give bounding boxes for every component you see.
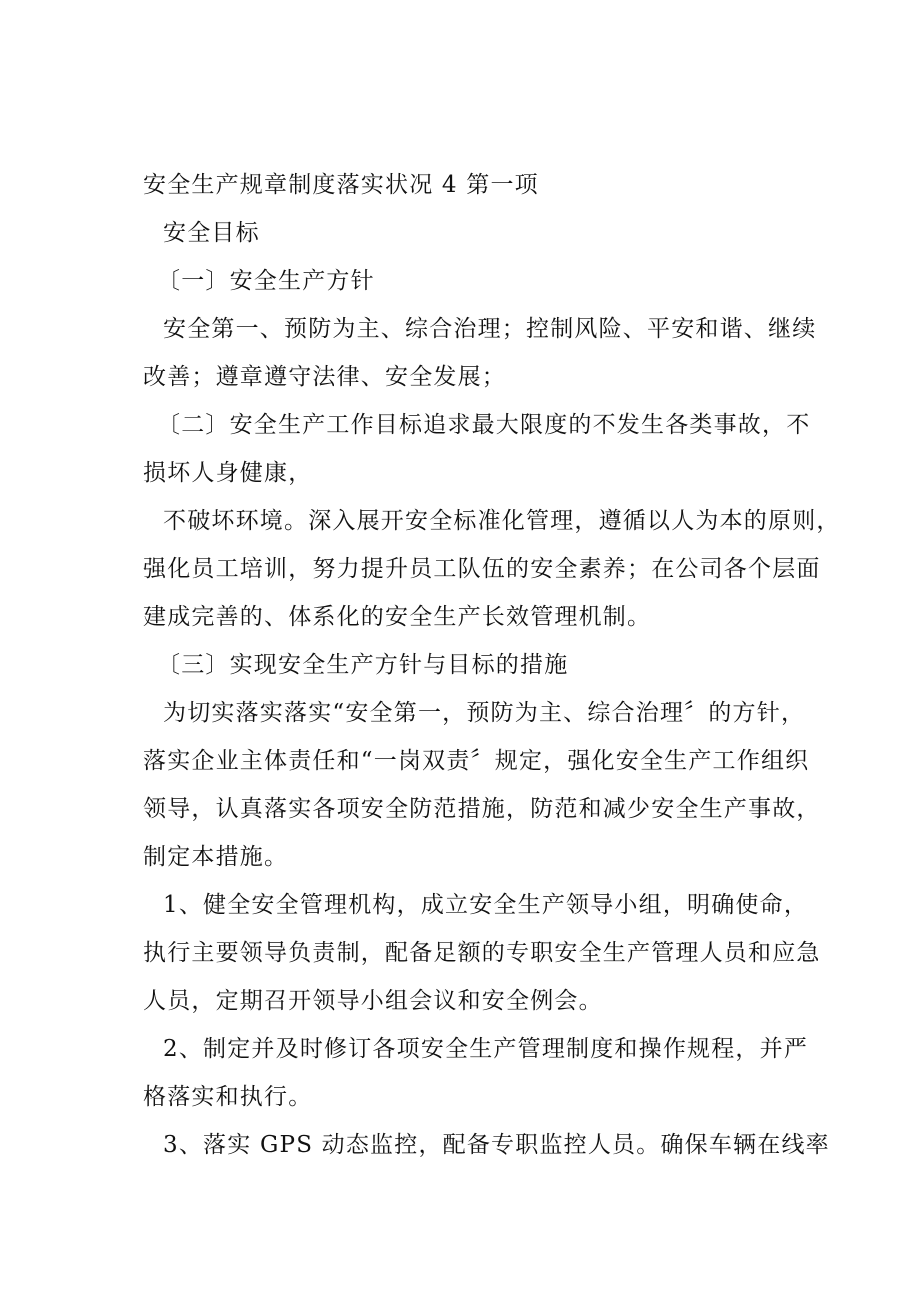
text-line: 建成完善的、体系化的安全生产长效管理机制。: [143, 604, 652, 630]
text-line: 领导，认真落实各项安全防范措施，防范和减少安全生产事故，: [143, 796, 821, 822]
document-title: 安全生产规章制度落实状况 4 第一项: [143, 172, 539, 198]
text-line: 安全第一、预防为主、综合治理；控制风险、平安和谐、继续: [163, 316, 817, 342]
list-item-text: 3、落实 GPS 动态监控，配备专职监控人员。确保车辆在线率: [163, 1132, 830, 1158]
text-line: 强化员工培训，努力提升员工队伍的安全素养；在公司各个层面: [143, 556, 821, 582]
subsection-heading: 〔三〕实现安全生产方针与目标的措施: [157, 652, 569, 678]
text-line: 格落实和执行。: [143, 1084, 313, 1110]
text-line: 制定本措施。: [143, 844, 289, 870]
text-line: 改善；遵章遵守法律、安全发展；: [143, 364, 506, 390]
text-line: 落实企业主体责任和“一岗双责〞规定，强化安全生产工作组织: [143, 748, 810, 774]
list-item-text: 1、健全安全管理机构，成立安全生产领导小组，明确使命，: [163, 892, 809, 918]
section-heading: 安全目标: [163, 220, 260, 246]
list-item-text: 2、制定并及时修订各项安全生产管理制度和操作规程，并严: [163, 1036, 809, 1062]
subsection-heading: 〔二〕安全生产工作目标追求最大限度的不发生各类事故，不: [157, 412, 811, 438]
text-line: 执行主要领导负责制，配备足额的专职安全生产管理人员和应急: [143, 940, 821, 966]
text-line: 为切实落实落实“安全第一，预防为主、综合治理〞的方针，: [163, 700, 806, 726]
text-line: 损坏人身健康，: [143, 460, 313, 486]
text-line: 人员，定期召开领导小组会议和安全例会。: [143, 988, 603, 1014]
text-line: 不破坏环境。深入展开安全标准化管理，遵循以人为本的原则，: [163, 508, 841, 534]
subsection-heading: 〔一〕安全生产方针: [157, 268, 375, 294]
